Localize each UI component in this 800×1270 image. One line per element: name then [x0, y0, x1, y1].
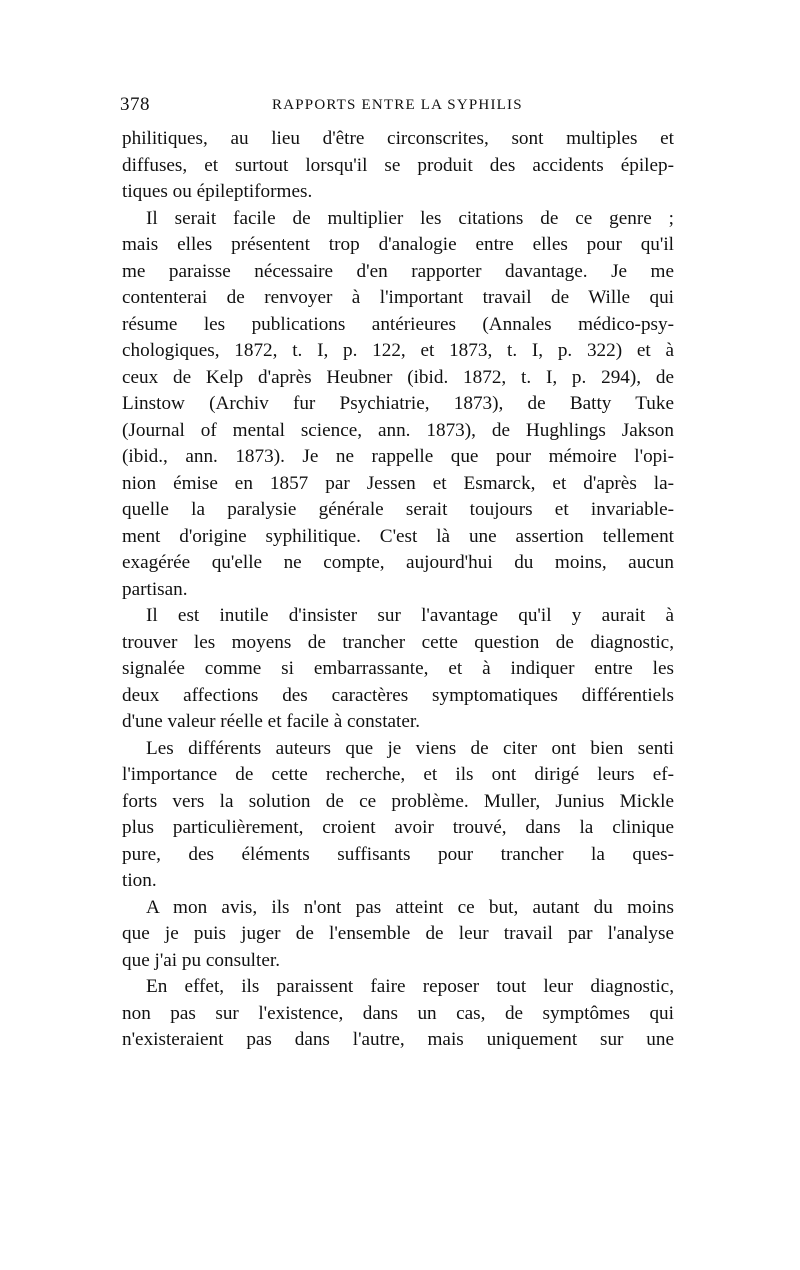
text-line: résume les publications antérieures (Annales médico-psy-	[122, 313, 674, 335]
text-line: Les différents auteurs que je viens de citer ont bien senti	[146, 737, 674, 759]
text-line: partisan.	[122, 578, 188, 600]
text-line: que je puis juger de l'ensemble de leur travail par l'analyse	[122, 923, 674, 944]
text-line: A mon avis, ils n'ont pas atteint ce but, autant du moins	[146, 896, 674, 918]
text-line: nion émise en 1857 par Jessen et Esmarck, et d'après la-	[122, 472, 674, 494]
text-line: diffuses, et surtout lorsqu'il se produit des accidents épilep-	[122, 154, 674, 176]
text-line: trouver les moyens de trancher cette question de diagnostic,	[122, 631, 674, 653]
text-line: Il est inutile d'insister sur l'avantage qu'il y aurait à	[146, 605, 674, 626]
text-line: forts vers la solution de ce problème. Muller, Junius Mickle	[122, 790, 674, 812]
text-line: me paraisse nécessaire d'en rapporter davantage. Je me	[122, 260, 674, 282]
paragraph	[122, 206, 674, 604]
paragraph	[122, 974, 674, 1054]
text-line: (ibid., ann. 1873). Je ne rappelle que pour mémoire l'opi-	[122, 446, 674, 467]
body-text	[122, 126, 674, 1054]
running-head: RAPPORTS ENTRE LA SYPHILIS	[272, 97, 523, 113]
paragraph	[122, 603, 674, 736]
text-line: ceux de Kelp d'après Heubner (ibid. 1872, t. I, p. 294), de	[122, 366, 674, 388]
text-line: tion.	[122, 870, 157, 891]
page-number: 378	[120, 94, 150, 115]
text-line: quelle la paralysie générale serait toujours et invariable-	[122, 499, 674, 520]
text-line: que j'ai pu consulter.	[122, 949, 280, 971]
page-header	[120, 94, 680, 118]
text-line: mais elles présentent trop d'analogie entre elles pour qu'il	[122, 234, 674, 255]
text-line: philitiques, au lieu d'être circonscrites, sont multiples et	[122, 128, 674, 149]
text-line: contenterai de renvoyer à l'important travail de Wille qui	[122, 287, 674, 308]
text-line: deux affections des caractères symptomatiques différentiels	[122, 684, 674, 706]
text-line: signalée comme si embarrassante, et à indiquer entre les	[122, 658, 674, 679]
paragraph	[122, 895, 674, 975]
paragraph	[122, 126, 674, 206]
text-line: l'importance de cette recherche, et ils ont dirigé leurs ef-	[122, 764, 674, 785]
text-line: Linstow (Archiv fur Psychiatrie, 1873), de Batty Tuke	[122, 393, 674, 414]
text-line: ment d'origine syphilitique. C'est là une assertion tellement	[122, 525, 674, 547]
text-line: pure, des éléments suffisants pour trancher la ques-	[122, 843, 674, 865]
text-line: tiques ou épileptiformes.	[122, 181, 313, 202]
text-line: exagérée qu'elle ne compte, aujourd'hui du moins, aucun	[122, 552, 674, 573]
text-line: (Journal of mental science, ann. 1873), de Hughlings Jakson	[122, 419, 674, 441]
text-line: n'existeraient pas dans l'autre, mais uniquement sur une	[122, 1029, 674, 1050]
text-line: Il serait facile de multiplier les citations de ce genre ;	[146, 207, 674, 229]
text-line: chologiques, 1872, t. I, p. 122, et 1873, t. I, p. 322) et à	[122, 340, 674, 361]
text-line: En effet, ils paraissent faire reposer tout leur diagnostic,	[146, 976, 674, 997]
text-line: plus particulièrement, croient avoir trouvé, dans la clinique	[122, 817, 674, 838]
paragraph	[122, 736, 674, 895]
text-line: d'une valeur réelle et facile à constater.	[122, 711, 421, 732]
text-line: non pas sur l'existence, dans un cas, de symptômes qui	[122, 1002, 674, 1024]
